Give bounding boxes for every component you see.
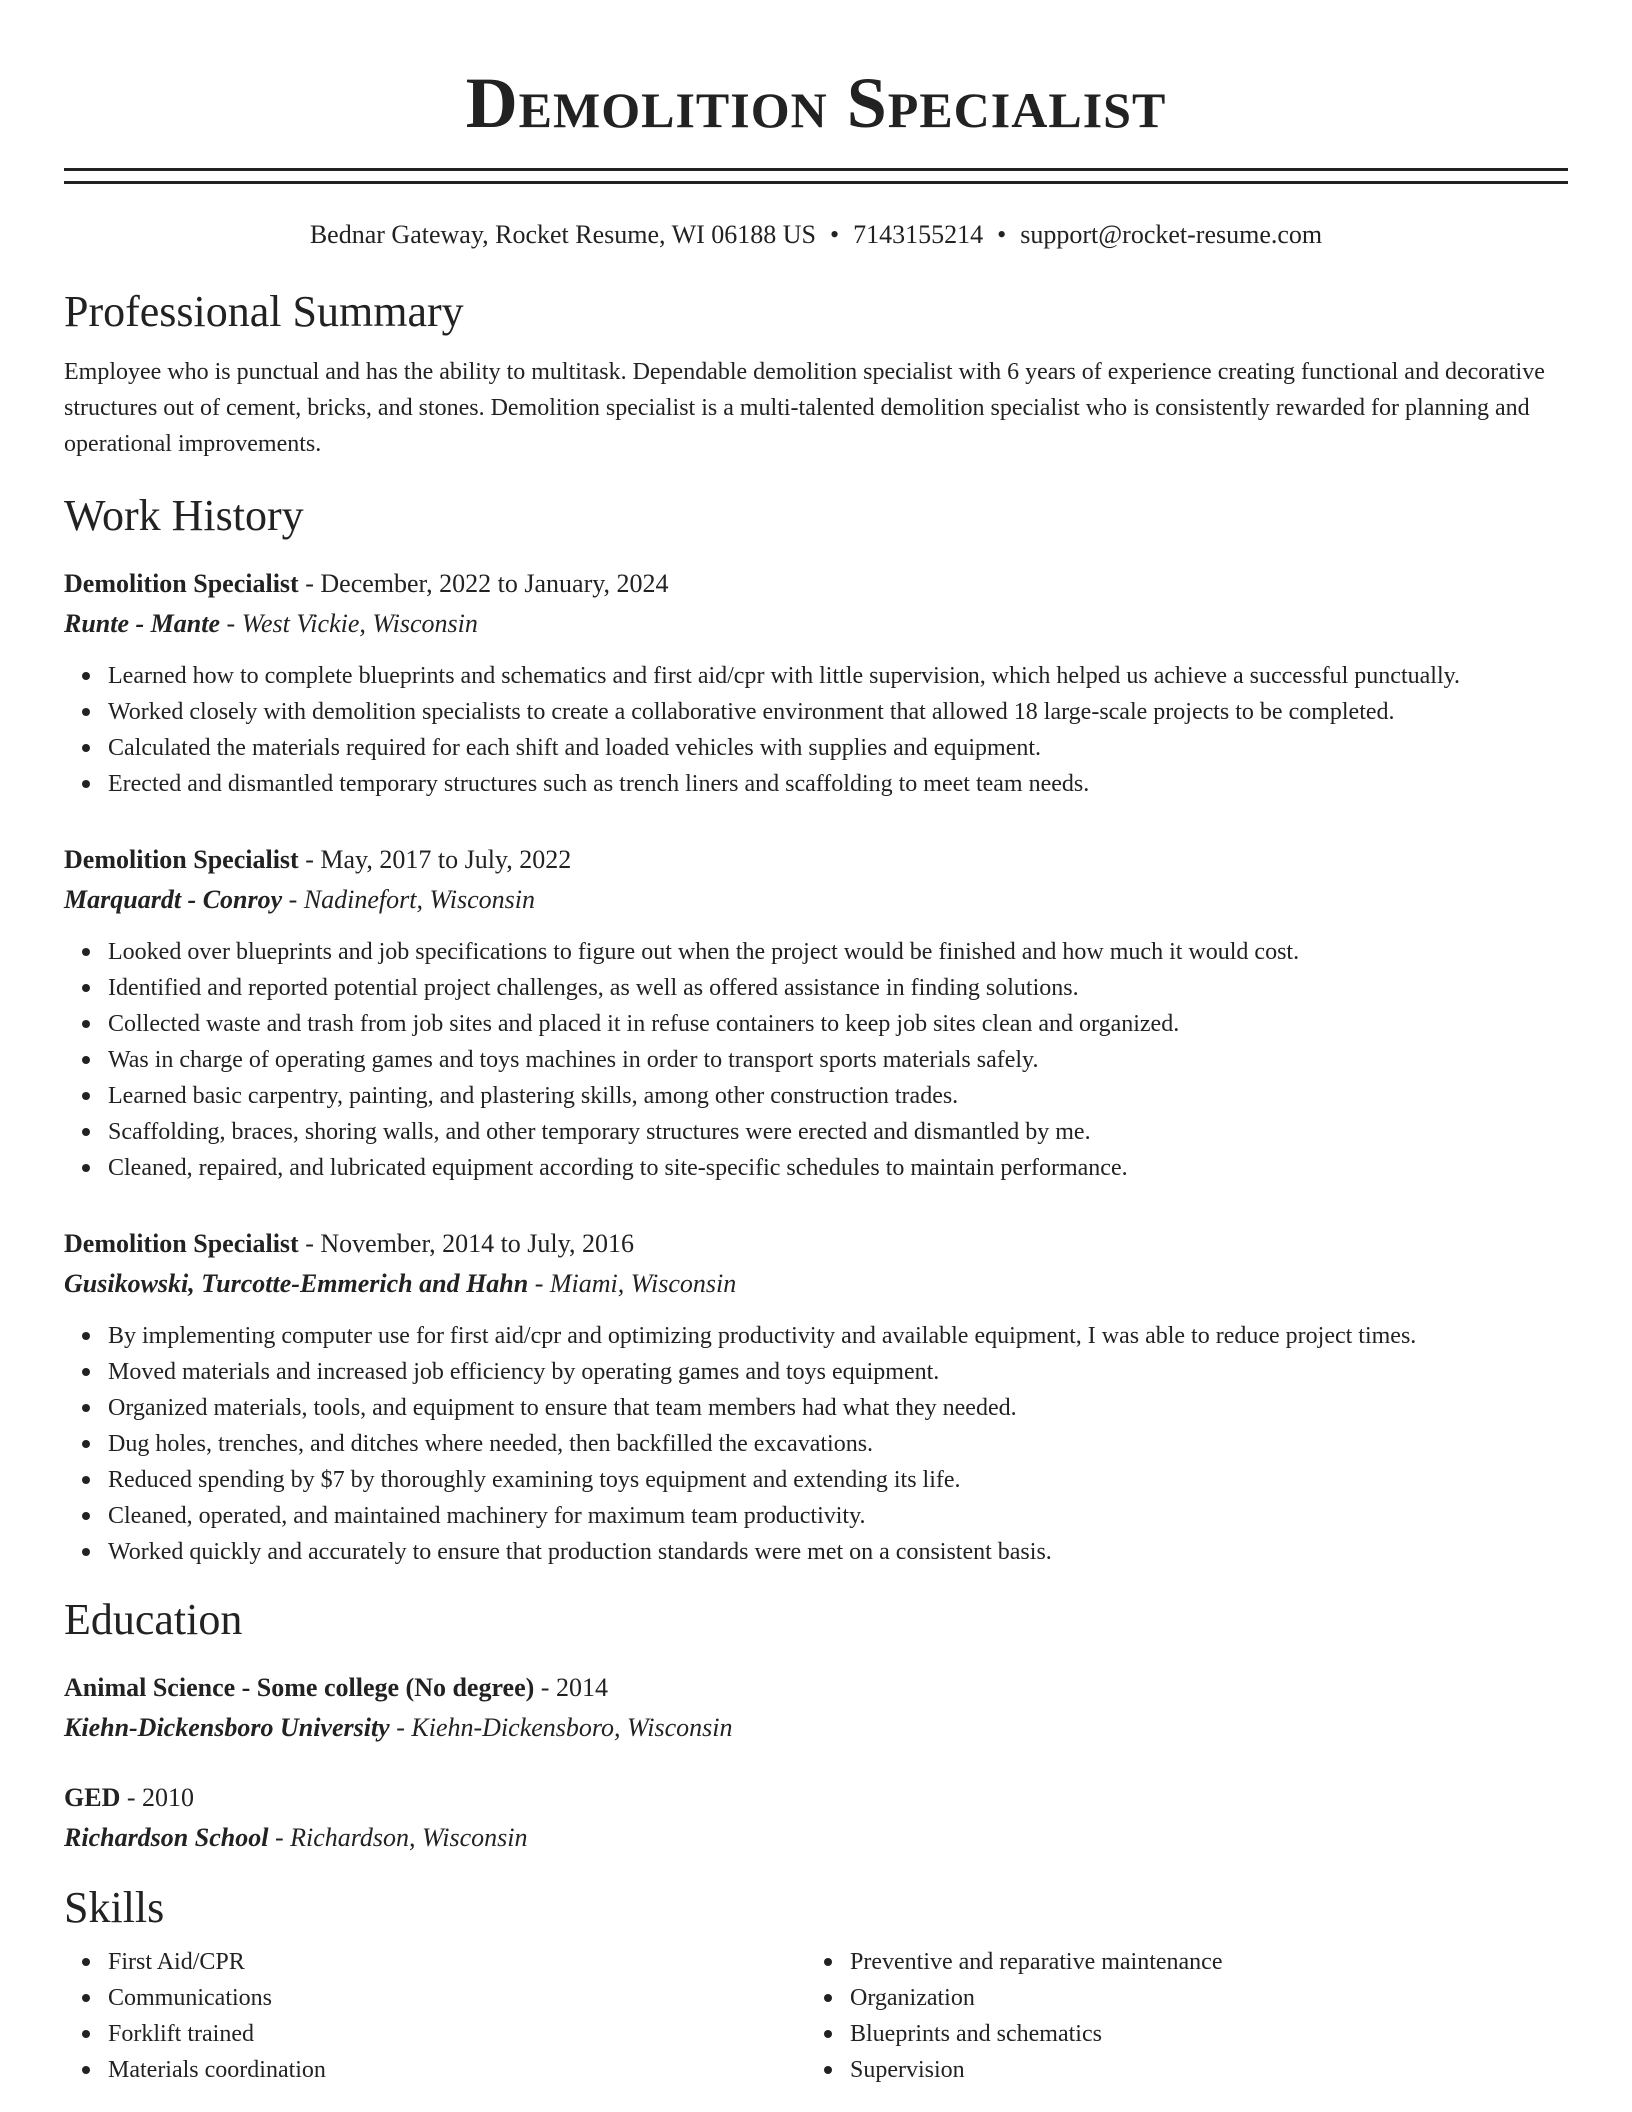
- education-entry: [64, 1778, 1568, 1858]
- job-bullet: Scaffolding, braces, shoring walls, and other temporary structures were erected and dismantled by me.: [108, 1114, 1568, 1150]
- skill-item: Blueprints and schematics: [850, 2016, 1548, 2052]
- skill-item: Materials coordination: [108, 2052, 806, 2088]
- skills-column-right: [806, 1944, 1548, 2088]
- job-bullet: Learned basic carpentry, painting, and plastering skills, among other construction trades.: [108, 1078, 1568, 1114]
- job-location: West Vickie, Wisconsin: [241, 609, 478, 638]
- job-company-line: Gusikowski, Turcotte-Emmerich and Hahn - Miami, Wisconsin: [64, 1269, 737, 1298]
- job-bullet-list: [64, 658, 1568, 802]
- job-bullet: Worked closely with demolition specialists to create a collaborative environment that allowed 18 large-scale projects to be completed.: [108, 694, 1568, 730]
- skill-item: Organization: [850, 1980, 1548, 2016]
- job-entry: [64, 564, 1568, 802]
- skill-item: Supervision: [850, 2052, 1548, 2088]
- education-school: Kiehn-Dickensboro University: [64, 1713, 390, 1742]
- job-entry: [64, 840, 1568, 1186]
- job-dates: May, 2017 to July, 2022: [320, 845, 572, 874]
- job-bullet: Cleaned, repaired, and lubricated equipment according to site-specific schedules to maintain performance.: [108, 1150, 1568, 1186]
- job-company: Runte - Mante: [64, 609, 221, 638]
- education-degree-line: Animal Science - Some college (No degree) - 2014: [64, 1673, 608, 1702]
- job-bullet: Dug holes, trenches, and ditches where needed, then backfilled the excavations.: [108, 1426, 1568, 1462]
- education-year: 2014: [555, 1673, 608, 1702]
- skills-list: [64, 1944, 806, 2088]
- education-heading: Education: [64, 1595, 243, 1644]
- job-location: Miami, Wisconsin: [549, 1269, 737, 1298]
- job-bullet: Worked quickly and accurately to ensure that production standards were met on a consistent basis.: [108, 1534, 1568, 1570]
- summary-heading: Professional Summary: [64, 287, 464, 336]
- job-role: Demolition Specialist: [64, 569, 299, 598]
- work-history-heading: Work History: [64, 491, 304, 540]
- summary-text: Employee who is punctual and has the ability to multitask. Dependable demolition specialist with 6 years of experience creating functional and decorative structures out of cement, bricks, and stones. Demolition specialist is a multi-talented demolition specialist who is consistently rewarded for planning and operational improvements.: [64, 359, 1545, 457]
- job-bullet-list: [64, 934, 1568, 1186]
- education-school-line: Kiehn-Dickensboro University - Kiehn-Dickensboro, Wisconsin: [64, 1713, 733, 1742]
- education-degree: Animal Science - Some college (No degree): [64, 1673, 535, 1702]
- job-company-line: Runte - Mante - West Vickie, Wisconsin: [64, 609, 478, 638]
- job-title-line: Demolition Specialist - November, 2014 to July, 2016: [64, 1229, 634, 1258]
- job-bullet: By implementing computer use for first aid/cpr and optimizing productivity and available equipment, I was able to reduce project times.: [108, 1318, 1568, 1354]
- education-degree-line: GED - 2010: [64, 1783, 195, 1812]
- skills-column-left: [64, 1944, 806, 2088]
- job-location: Nadinefort, Wisconsin: [303, 885, 535, 914]
- contact-address: Bednar Gateway, Rocket Resume, WI 06188 US: [309, 220, 817, 249]
- education-location: Kiehn-Dickensboro, Wisconsin: [411, 1713, 733, 1742]
- job-bullet: Cleaned, operated, and maintained machinery for maximum team productivity.: [108, 1498, 1568, 1534]
- job-dates: December, 2022 to January, 2024: [320, 569, 669, 598]
- skill-item: Communications: [108, 1980, 806, 2016]
- skills-list: [806, 1944, 1548, 2088]
- education-year: 2010: [142, 1783, 195, 1812]
- job-bullet: Organized materials, tools, and equipment to ensure that team members had what they needed.: [108, 1390, 1568, 1426]
- skills-heading: Skills: [64, 1883, 165, 1932]
- job-role: Demolition Specialist: [64, 1229, 299, 1258]
- skill-item: Forklift trained: [108, 2016, 806, 2052]
- job-bullet: Moved materials and increased job efficiency by operating games and toys equipment.: [108, 1354, 1568, 1390]
- job-bullet-list: [64, 1318, 1568, 1570]
- job-title-line: Demolition Specialist - May, 2017 to July, 2022: [64, 845, 572, 874]
- job-role: Demolition Specialist: [64, 845, 299, 874]
- skill-item: Preventive and reparative maintenance: [850, 1944, 1548, 1980]
- resume-title: Demolition Specialist: [465, 63, 1167, 143]
- education-location: Richardson, Wisconsin: [290, 1823, 528, 1852]
- education-school-line: Richardson School - Richardson, Wisconsin: [64, 1823, 528, 1852]
- job-bullet: Calculated the materials required for each shift and loaded vehicles with supplies and equipment.: [108, 730, 1568, 766]
- contact-separator: •: [997, 220, 1007, 249]
- job-bullet: Erected and dismantled temporary structures such as trench liners and scaffolding to meet team needs.: [108, 766, 1568, 802]
- skills-grid: [64, 1944, 1568, 2088]
- title-double-rule: [64, 168, 1568, 184]
- job-bullet: Looked over blueprints and job specifications to figure out when the project would be finished and how much it would cost.: [108, 934, 1568, 970]
- job-company-line: Marquardt - Conroy - Nadinefort, Wisconsin: [64, 885, 535, 914]
- job-entry: [64, 1224, 1568, 1570]
- contact-email: support@rocket-resume.com: [1020, 220, 1323, 249]
- job-title-line: Demolition Specialist - December, 2022 to January, 2024: [64, 569, 669, 598]
- contact-line: [64, 218, 1568, 252]
- job-bullet: Reduced spending by $7 by thoroughly examining toys equipment and extending its life.: [108, 1462, 1568, 1498]
- contact-separator: •: [830, 220, 840, 249]
- education-degree: GED: [64, 1783, 121, 1812]
- job-bullet: Learned how to complete blueprints and schematics and first aid/cpr with little supervision, which helped us achieve a successful punctually.: [108, 658, 1568, 694]
- job-bullet: Collected waste and trash from job sites and placed it in refuse containers to keep job sites clean and organized.: [108, 1006, 1568, 1042]
- contact-phone: 7143155214: [853, 220, 984, 249]
- education-entry: [64, 1668, 1568, 1748]
- job-bullet: Identified and reported potential project challenges, as well as offered assistance in finding solutions.: [108, 970, 1568, 1006]
- job-bullet: Was in charge of operating games and toys machines in order to transport sports materials safely.: [108, 1042, 1568, 1078]
- job-company: Gusikowski, Turcotte-Emmerich and Hahn: [64, 1269, 529, 1298]
- skill-item: First Aid/CPR: [108, 1944, 806, 1980]
- job-dates: November, 2014 to July, 2016: [320, 1229, 634, 1258]
- education-school: Richardson School: [64, 1823, 269, 1852]
- job-company: Marquardt - Conroy: [64, 885, 283, 914]
